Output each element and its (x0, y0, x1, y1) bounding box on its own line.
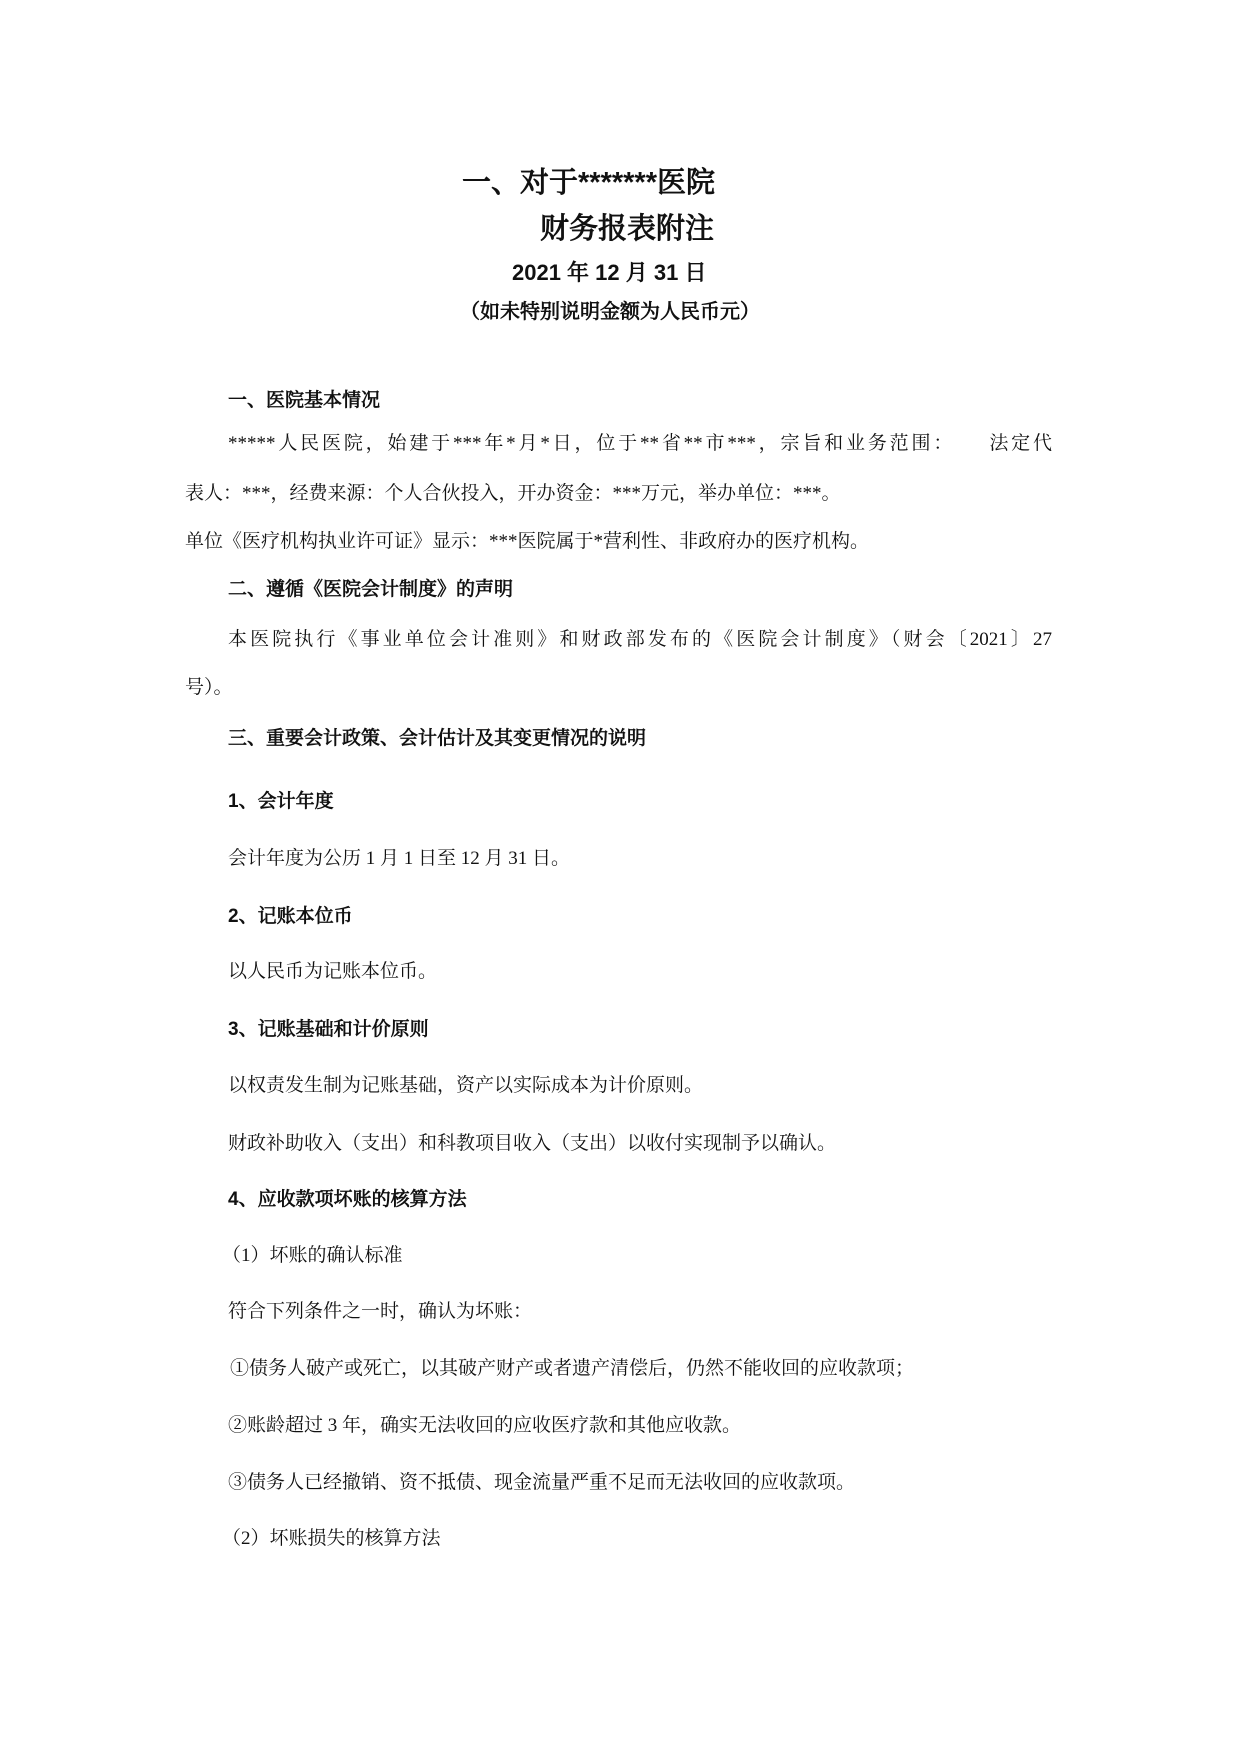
item4-condition3: ③债务人已经撤销、资不抵债、现金流量严重不足而无法收回的应收款项。 (228, 1472, 856, 1493)
report-date: 2021 年 12 月 31 日 (512, 260, 707, 285)
item2-heading: 2、记账本位币 (228, 906, 353, 927)
section3-heading: 三、重要会计政策、会计估计及其变更情况的说明 (228, 728, 647, 749)
section2-paragraph-line1: 本医院执行《事业单位会计准则》和财政部发布的《医院会计制度》（财会〔2021〕27 (228, 629, 1052, 650)
section2-paragraph-line2: 号）。 (185, 677, 233, 698)
item4-condition1: ①债务人破产或死亡，以其破产财产或者遗产清偿后，仍然不能收回的应收款项； (230, 1358, 915, 1379)
document-title-line1: 一、对于*******医院 (462, 167, 715, 199)
item3-text1: 以权责发生制为记账基础，资产以实际成本为计价原则。 (228, 1075, 704, 1096)
section1-paragraph-line2: 表人：***，经费来源：个人合伙投入，开办资金：***万元，举办单位：***。 (185, 483, 841, 504)
item4-sub1-heading: （1）坏账的确认标准 (222, 1245, 403, 1266)
section2-heading: 二、遵循《医院会计制度》的声明 (228, 579, 514, 600)
document-title-line2: 财务报表附注 (540, 213, 715, 245)
currency-note: （如未特别说明金额为人民币元） (460, 301, 760, 323)
section1-heading: 一、医院基本情况 (228, 390, 381, 411)
item2-text: 以人民币为记账本位币。 (228, 961, 438, 982)
item1-text: 会计年度为公历 1 月 1 日至 12 月 31 日。 (228, 848, 571, 869)
item4-sub2-heading: （2）坏账损失的核算方法 (222, 1528, 441, 1549)
item1-heading: 1、会计年度 (228, 791, 334, 812)
section1-paragraph-line1: *****人民医院，始建于***年*月*日，位于**省**市***，宗旨和业务范围： 法定代 (228, 433, 1052, 454)
item4-condition2: ②账龄超过 3 年，确实无法收回的应收医疗款和其他应收款。 (228, 1415, 742, 1436)
item3-text2: 财政补助收入（支出）和科教项目收入（支出）以收付实现制予以确认。 (228, 1133, 837, 1154)
item4-sub1-intro: 符合下列条件之一时，确认为坏账： (228, 1301, 533, 1322)
item3-heading: 3、记账基础和计价原则 (228, 1019, 429, 1040)
section1-paragraph-line3: 单位《医疗机构执业许可证》显示：***医院属于*营利性、非政府办的医疗机构。 (185, 531, 870, 552)
item4-heading: 4、应收款项坏账的核算方法 (228, 1189, 467, 1210)
